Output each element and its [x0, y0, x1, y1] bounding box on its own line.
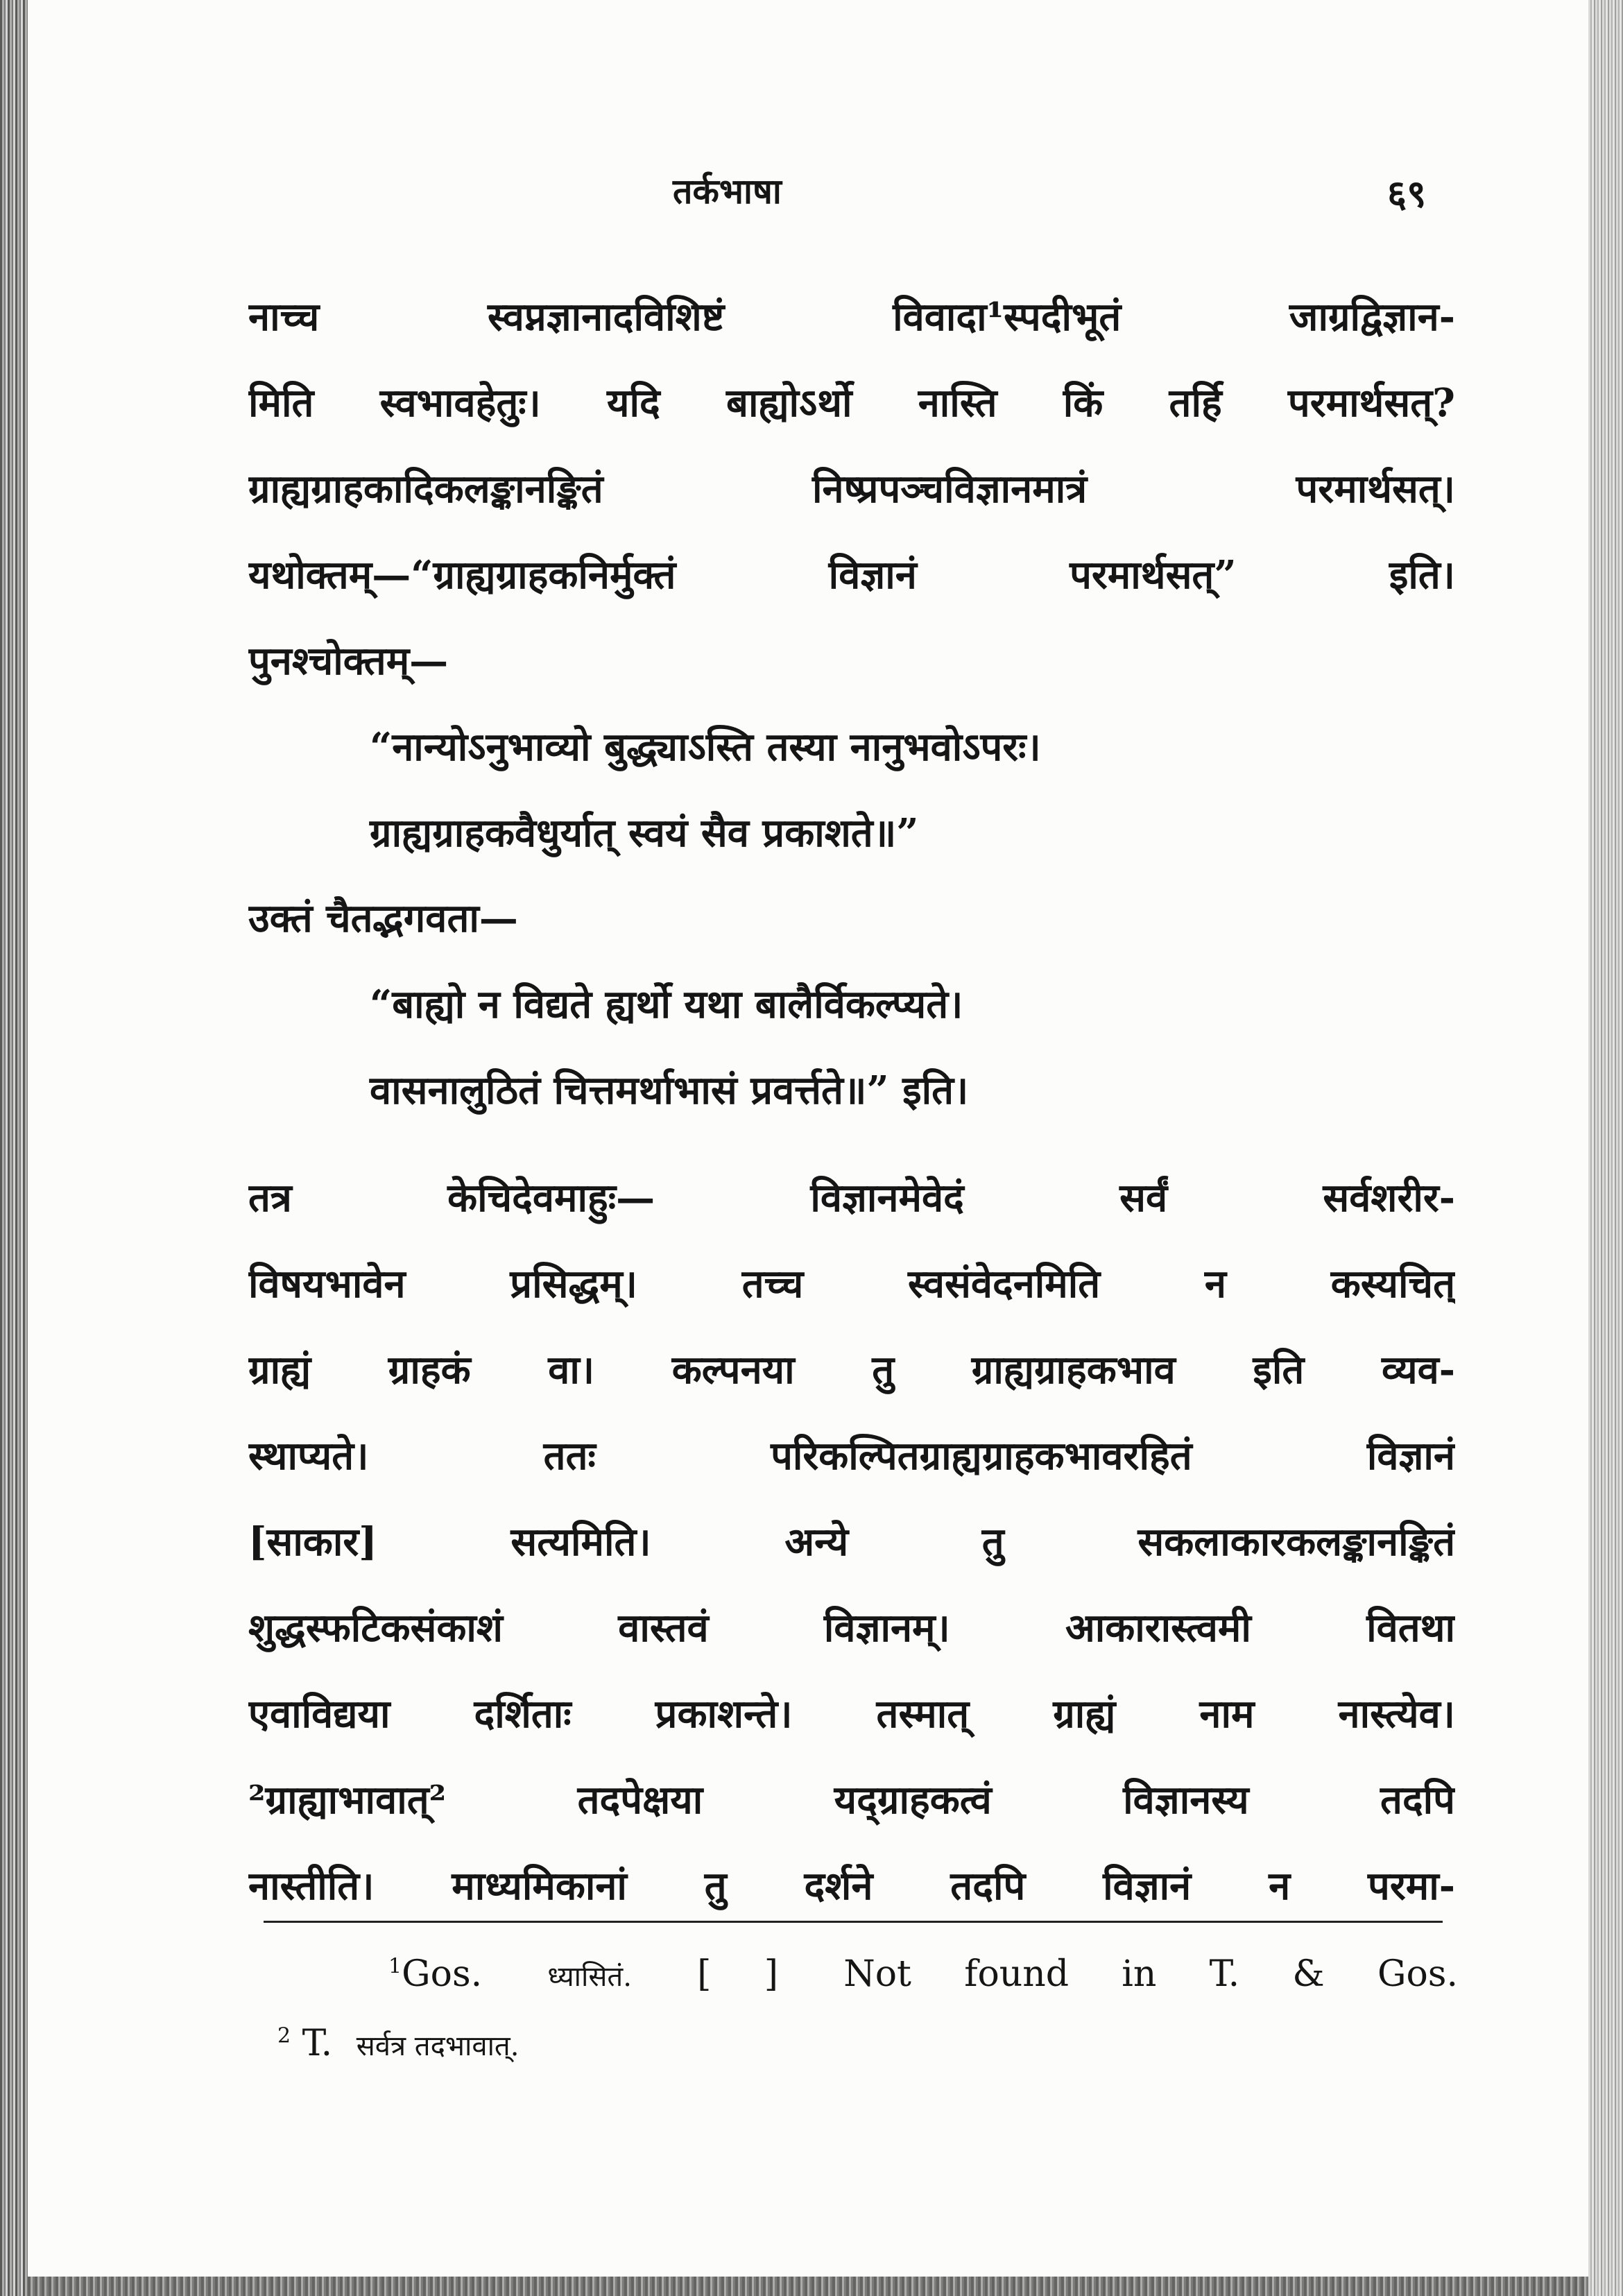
text-line: [साकार] सत्यमिति। अन्ये तु सकलाकारकलङ्कानङ्कितं [248, 1519, 1455, 1565]
footnote-reading: ध्यासितं. [547, 1961, 632, 1993]
text-line: मिति स्वभावहेतुः। यदि बाह्योऽर्थो नास्ति किं तर्हि परमार्थसत्? [248, 380, 1455, 426]
text-line: विषयभावेन प्रसिद्धम्। तच्च स्वसंवेदनमिति न कस्यचित् [248, 1261, 1455, 1307]
page-number: ६९ [1387, 171, 1427, 216]
paragraph-1 [248, 274, 1455, 618]
text-line: नाच्च स्वप्नज्ञानादविशिष्टं विवादा¹स्पदीभूतं जाग्रद्विज्ञान- [248, 294, 1455, 340]
footnote-divider [264, 1921, 1443, 1923]
footnote-bracket: [ ] [697, 1953, 778, 1995]
text-line: शुद्धस्फटिकसंकाशं वास्तवं विज्ञानम्। आकारास्त्वमी वितथा [248, 1605, 1455, 1651]
footnote-note: Not found in T. & Gos. [843, 1953, 1459, 1995]
verse-1 [248, 704, 1455, 876]
book-page [28, 0, 1588, 2296]
verse-line: “नान्योऽनुभाव्यो बुद्ध्याऽस्ति तस्या नानुभवोऽपरः। [370, 724, 1041, 770]
text-line: नास्तीति। माध्यमिकानां तु दर्शने तदपि विज्ञानं न परमा- [248, 1863, 1455, 1909]
footnote-source: Gos. [402, 1953, 483, 1995]
text-line: ²ग्राह्याभावात्² तदपेक्षया यद्ग्राहकत्वं विज्ञानस्य तदपि [248, 1777, 1455, 1823]
footnote-2 [277, 2010, 1470, 2080]
footnotes [277, 1941, 1470, 2080]
text-line: तत्र केचिदेवमाहुः— विज्ञानमेवेदं सर्वं सर्वशरीर- [248, 1175, 1455, 1221]
verse-intro-2 [248, 875, 1455, 961]
text-line: ग्राह्यं ग्राहकं वा। कल्पनया तु ग्राह्यग्राहकभाव इति व्यव- [248, 1347, 1455, 1393]
footnote-source: T. [302, 2023, 333, 2064]
text-line: एवाविद्यया दर्शिताः प्रकाशन्ते। तस्मात् ग्राह्यं नाम नास्त्येव। [248, 1691, 1455, 1737]
footnote-1 [277, 1941, 1470, 2010]
verse-line: “बाह्यो न विद्यते ह्यर्थो यथा बालैर्विकल्प्यते। [370, 982, 963, 1027]
footnote-marker: 2 [277, 2023, 291, 2048]
page-stack-edge [1588, 0, 1623, 2296]
footnote-reading: सर्वत्र तदभावात्. [356, 2030, 519, 2062]
text-line: ग्राह्यग्राहकादिकलङ्कानङ्कितं निष्प्रपञ्चविज्ञानमात्रं परमार्थसत्। [248, 466, 1455, 512]
scan-bottom-edge [28, 2277, 1588, 2296]
text-line: पुनश्चोक्तम्— [248, 638, 449, 684]
verse-line: वासनालुठितं चित्तमर्थाभासं प्रवर्त्तते॥” इति। [370, 1068, 969, 1113]
paragraph-2 [248, 1155, 1455, 1929]
text-line: स्थाप्यते। ततः परिकल्पितग्राह्यग्राहकभावरहितं विज्ञानं [248, 1433, 1455, 1479]
running-title: तर्कभाषा [673, 171, 782, 212]
verse-2 [248, 961, 1455, 1133]
page-header [28, 166, 1588, 229]
book-binding-edge [0, 0, 28, 2296]
footnote-marker: 1 [388, 1954, 402, 1979]
text-line: उक्तं चैतद्भगवता— [248, 896, 518, 941]
text-line: यथोक्तम्—“ग्राह्यग्राहकनिर्मुक्तं विज्ञानं परमार्थसत्” इति। [248, 552, 1455, 598]
verse-line: ग्राह्यग्राहकवैधुर्यात् स्वयं सैव प्रकाशते॥” [370, 810, 919, 856]
verse-intro-1 [248, 618, 1455, 704]
